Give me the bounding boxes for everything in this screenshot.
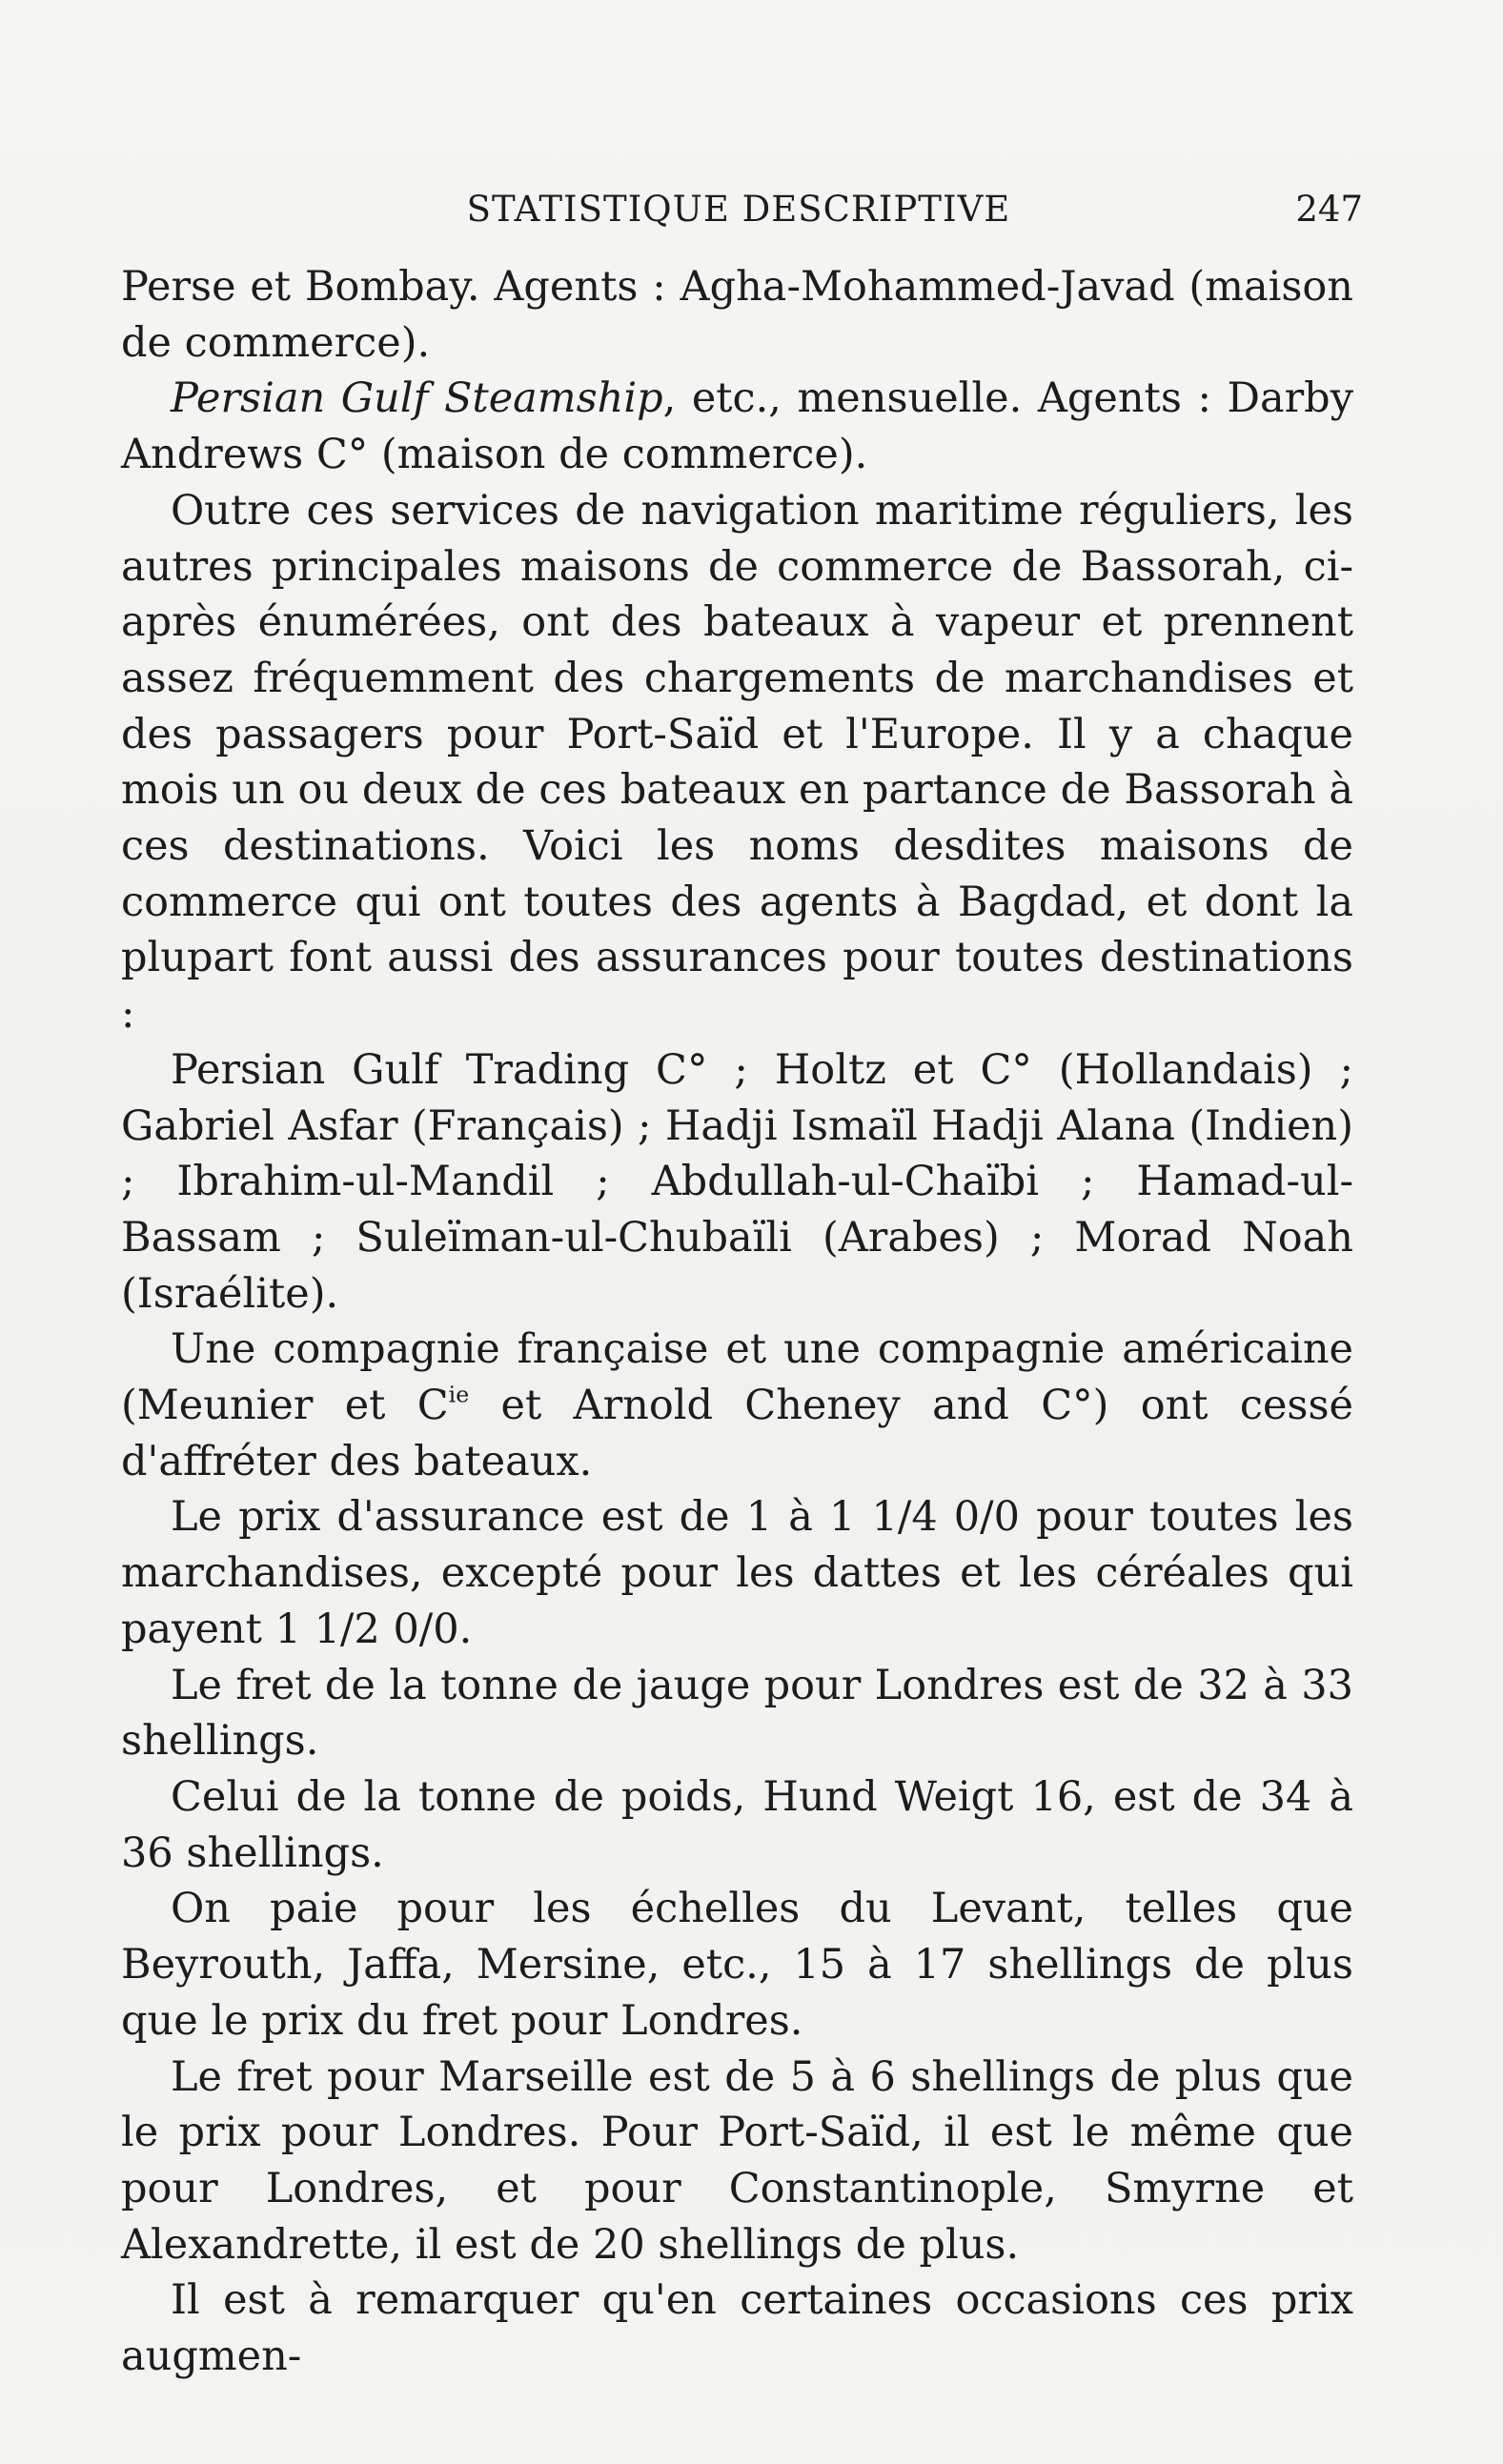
- ship-line-name: Persian Gulf Steamship: [171, 374, 663, 423]
- body-text: [121, 259, 1353, 2385]
- paragraph-3: Outre ces services de navigation maritime réguliers, les autres principales maisons de commerce de Bassorah, ci-après énumérées, ont des bateaux à vapeur et prennent assez fréquemment des chargements de marchandises et des passagers pour Port-Saïd et l'Europe. Il y a chaque mois un ou deux de ces bateaux en partance de Bassorah à ces destinations. Voici les noms desdites maisons de commerce qui ont toutes des agents à Bagdad, et dont la plupart font aussi des assurances pour toutes destinations :: [121, 486, 1353, 1039]
- paragraph-5-text-b: et Arnold Cheney and C°) ont cessé d'affréter des bateaux.: [121, 1382, 1354, 1485]
- paragraph-6: Le prix d'assurance est de 1 à 1 1/4 0/0 pour toutes les marchandises, excepté pour les dattes et les céréales qui payent 1 1/2 0/0.: [121, 1493, 1353, 1653]
- paragraph-2: [121, 371, 1353, 482]
- paragraph-8: Celui de la tonne de poids, Hund Weigt 16, est de 34 à 36 shellings.: [121, 1772, 1353, 1877]
- paragraph-11: Il est à remarquer qu'en certaines occasions ces prix augmen-: [121, 2276, 1353, 2381]
- page-number: 247: [1295, 189, 1363, 230]
- paragraph-4: Persian Gulf Trading C° ; Holtz et C° (Hollandais) ; Gabriel Asfar (Français) ; Hadji Ismaïl Hadji Alana (Indien) ; Ibrahim-ul-Mandil ; Abdullah-ul-Chaïbi ; Hamad-ul-Bassam ; Suleïman-ul-Chubaïli (Arabes) ; Morad Noah (Israélite).: [121, 1045, 1353, 1318]
- running-head: [114, 183, 1363, 236]
- paragraph-5-text-a: Une compagnie française et une compagnie américaine (Meunier et C: [121, 1325, 1353, 1430]
- paragraph-5-superscript: ie: [448, 1381, 470, 1408]
- paragraph-1: Perse et Bombay. Agents : Agha-Mohammed-Javad (maison de commerce).: [121, 263, 1353, 367]
- paragraph-9: On paie pour les échelles du Levant, telles que Beyrouth, Jaffa, Mersine, etc., 15 à 17 shellings de plus que le prix du fret pour Londres.: [121, 1885, 1353, 2045]
- running-title: STATISTIQUE DESCRIPTIVE: [466, 189, 1011, 230]
- paragraph-10: Le fret pour Marseille est de 5 à 6 shellings de plus que le prix pour Londres. Pour Port-Saïd, il est le même que pour Londres, et pour Constantinople, Smyrne et Alexandrette, il est de 20 shellings de plus.: [121, 2052, 1353, 2269]
- paragraph-5: [121, 1322, 1353, 1489]
- paragraph-7: Le fret de la tonne de jauge pour Londres est de 32 à 33 shellings.: [121, 1661, 1353, 1766]
- paragraph-2-text: , etc., mensuelle. Agents : Darby Andrews C° (maison de commerce).: [121, 374, 1353, 479]
